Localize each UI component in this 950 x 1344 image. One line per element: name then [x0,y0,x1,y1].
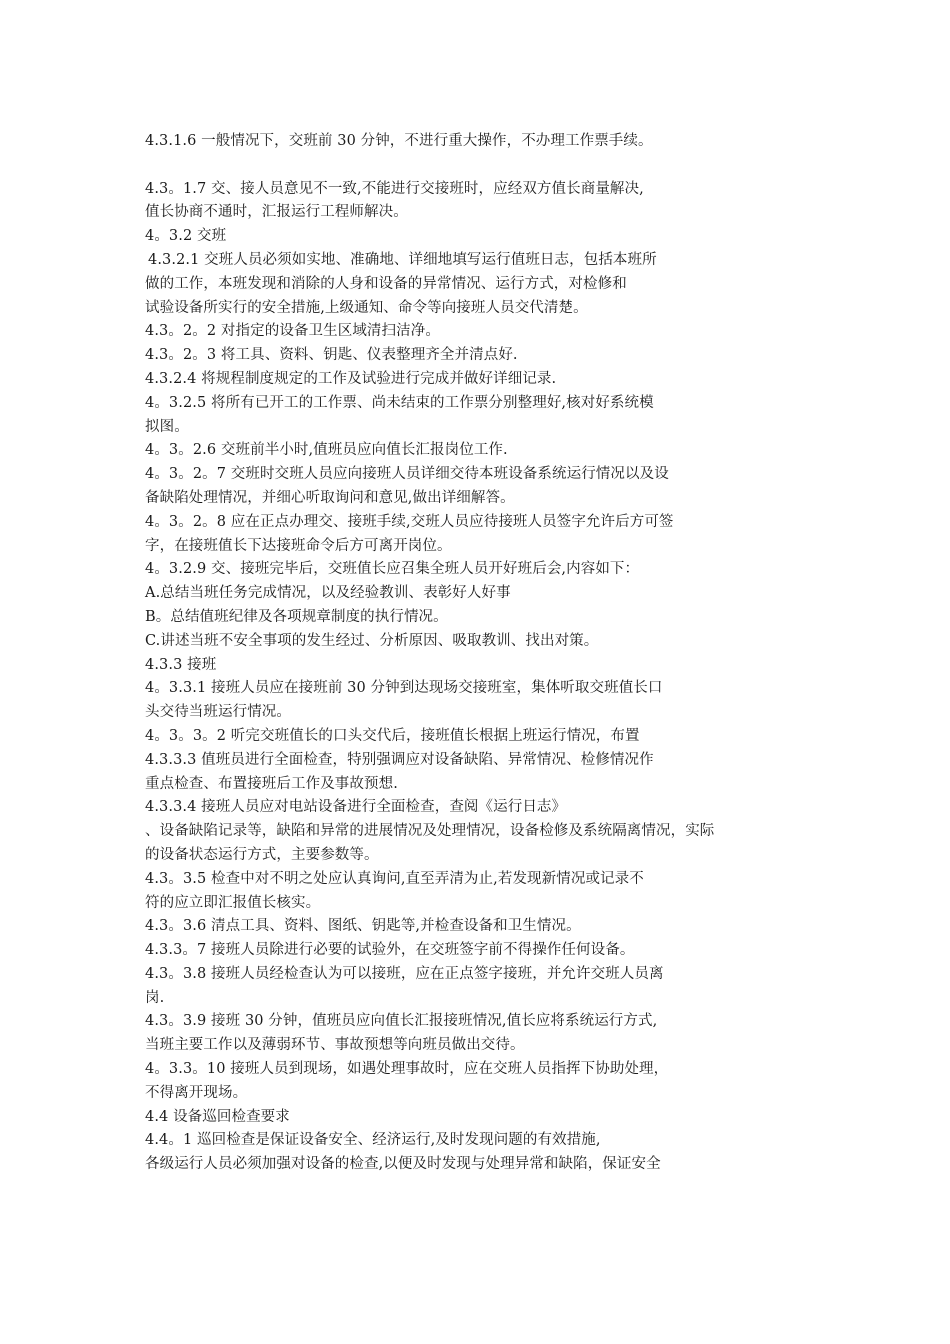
text-line: 4.3.3。7 接班人员除进行必要的试验外，在交班签字前不得操作任何设备。 [145,942,635,959]
text-line: 4.3。3.9 接班 30 分钟，值班员应向值长汇报接班情况,值长应将系统运行方式, [145,1013,658,1030]
section-heading: 4。3.2 交班 [145,228,227,245]
text-line: 头交待当班运行情况。 [145,704,291,721]
text-line: 4.3.2.1 交班人员必须如实地、准确地、详细地填写运行值班日志，包括本班所 [148,251,657,268]
text-line: 4.3。3.5 检查中对不明之处应认真询问,直至弄清为止,若发现新情况或记录不 [145,870,644,887]
text-line: 4.3.1.6 一般情况下，交班前 30 分钟，不进行重大操作，不办理工作票手续。 [145,133,653,149]
text-line: 符的应立即汇报值长核实。 [145,894,321,911]
text-line: 不得离开现场。 [145,1084,248,1101]
text-line: 4.4。1 巡回检查是保证设备安全、经济运行,及时发现问题的有效措施, [145,1132,601,1149]
text-line: 当班主要工作以及薄弱环节、事故预想等向班员做出交待。 [145,1037,525,1054]
text-line: 岗. [145,989,165,1006]
text-line: 4.3.2.4 将规程制度规定的工作及试验进行完成并做好详细记录. [145,370,557,387]
text-line: 4。3。2。7 交班时交班人员应向接班人员详细交待本班设备系统运行情况以及设 [145,466,669,483]
text-line: 4。3.2.5 将所有已开工的工作票、尚未结束的工作票分别整理好,核对好系统模 [145,394,654,411]
text-line: 4.3。2。3 将工具、资料、钥匙、仪表整理齐全并清点好. [145,347,518,364]
text-line: 4。3。3。2 听完交班值长的口头交代后，接班值长根据上班运行情况，布置 [145,727,640,744]
text-line: 拟图。 [145,418,189,435]
text-line: 4.3。3.8 接班人员经检查认为可以接班，应在正点签字接班，并允许交班人员离 [145,965,664,982]
text-line: 4。3.2.9 交、接班完毕后，交班值长应召集全班人员开好班后会,内容如下： [145,561,640,578]
text-line: 重点检查、布置接班后工作及事故预想. [145,775,398,792]
text-line: 值长协商不通时，汇报运行工程师解决。 [145,204,408,221]
text-line: 4。3。2.6 交班前半小时,值班员应向值长汇报岗位工作. [145,442,508,459]
text-line: 4.3.3.4 接班人员应对电站设备进行全面检查，查阅《运行日志》 [145,799,567,816]
text-line: 4。3。2。8 应在正点办理交、接班手续,交班人员应待接班人员签字允许后方可签 [145,513,674,530]
section-heading: 4.4 设备巡回检查要求 [145,1108,290,1125]
text-line: 4.3。1.7 交、接人员意见不一致,不能进行交接班时，应经双方值长商量解决, [145,180,644,197]
document-body [145,130,845,1177]
list-item-b: B。总结值班纪律及各项规章制度的执行情况。 [145,608,448,625]
text-line: 的设备状态运行方式，主要参数等。 [145,846,379,863]
text-line: 、设备缺陷记录等，缺陷和异常的进展情况及处理情况，设备检修及系统隔离情况，实际 [145,823,715,840]
text-line: 4.3。3.6 清点工具、资料、图纸、钥匙等,并检查设备和卫生情况。 [145,918,581,935]
text-line: 做的工作，本班发现和消除的人身和设备的异常情况、运行方式，对检修和 [145,275,627,292]
text-line: 4.3.3.3 值班员进行全面检查，特别强调应对设备缺陷、异常情况、检修情况作 [145,751,654,768]
text-line: 试验设备所实行的安全措施,上级通知、命令等向接班人员交代清楚。 [145,299,588,316]
text-line: 4。3.3。10 接班人员到现场，如遇处理事故时，应在交班人员指挥下协助处理， [145,1061,669,1078]
text-line: 各级运行人员必须加强对设备的检查,以便及时发现与处理异常和缺陷，保证安全 [145,1156,661,1173]
text-line: 4.3。2。2 对指定的设备卫生区域清扫洁净。 [145,323,440,340]
list-item-c: C.讲述当班不安全事项的发生经过、分析原因、吸取教训、找出对策。 [145,632,599,649]
text-line: 4。3.3.1 接班人员应在接班前 30 分钟到达现场交接班室，集体听取交班值长口 [145,680,663,697]
section-heading: 4.3.3 接班 [145,656,217,673]
list-item-a: A.总结当班任务完成情况，以及经验教训、表彰好人好事 [145,585,511,602]
text-line: 备缺陷处理情况，并细心听取询问和意见,做出详细解答。 [145,489,515,506]
text-line: 字，在接班值长下达接班命令后方可离开岗位。 [145,537,452,554]
